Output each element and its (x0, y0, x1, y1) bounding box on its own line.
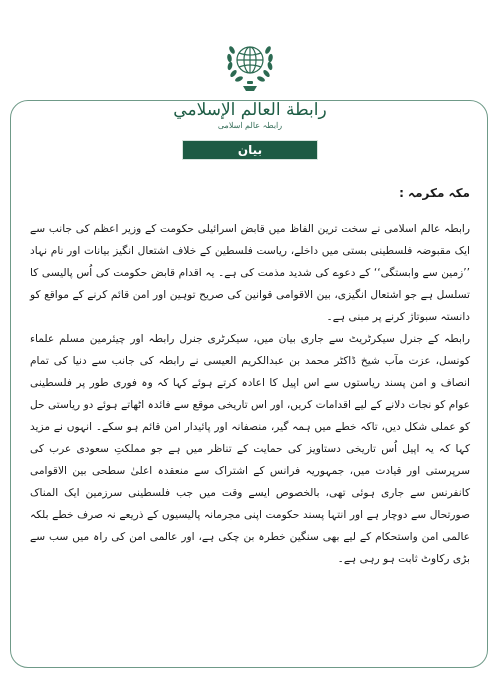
logo-urdu-name: رابطہ عالم اسلامی (217, 121, 283, 130)
statement-banner (182, 140, 318, 160)
statement-body (30, 184, 470, 570)
dateline: مکہ مکرمہ : (399, 186, 470, 200)
banner-label: بیان (237, 143, 263, 157)
paragraph-1: رابطہ عالم اسلامی نے سخت ترین الفاظ میں قابض اسرائیلی حکومت کے وزیر اعظم کی جانب سے ایک مقبوضہ فلسطینی بستی میں داخلے، ریاست فلسطین کے خلاف اشتعال انگیز بیانات اور نام نہاد ’’زمین سے وابستگی‘‘ کے دعوے کی شدید مذمت کی ہے۔ یہ اقدام قابض حکومت کی اُس پالیسی کا تسلسل ہے جو اشتعال انگیزی، بین الاقوامی قوانین کی صریح توہین اور امن قائم کرنے کے مواقع کو دانستہ سبوتاژ کرنے پر مبنی ہے۔ (30, 223, 470, 323)
logo-arabic-name: رابطة العالم الإسلامي (173, 100, 327, 120)
paragraph-2: رابطہ کے جنرل سیکرٹریٹ سے جاری بیان میں، سیکرٹری جنرل رابطہ اور چیئرمین مسلم علماء کونسل، عزت مآب شیخ ڈاکٹر محمد بن عبدالکریم العیسی نے رابطہ کی جانب سے دنیا کی تمام انصاف و امن پسند ریاستوں سے اس اپیل کا اعادہ کرتے ہوئے کہا کہ وہ فوری طور پر فلسطینی عوام کو نجات دلانے کے لیے اقدامات کریں، اور اس تاریخی موقع سے فائدہ اٹھاتے ہوئے دو ریاستی حل کو عملی شکل دیں، تاکہ خطے میں ہمہ گیر، منصفانہ اور پائیدار امن قائم ہو سکے۔ انہوں نے مزید کہا کہ یہ اپیل اُس تاریخی دستاویز کی حمایت کے تناظر میں ہے جو مملکتِ سعودی عرب کی سرپرستی اور قیادت میں، جمہوریہ فرانس کے اشتراک سے منعقدہ اعلیٰ سطحی بین الاقوامی کانفرنس سے جاری ہوئی تھی، بالخصوص ایسے وقت میں جب فلسطینی سرزمین ایک المناک صورتحال سے دوچار ہے اور انتہا پسند حکومت اپنی مجرمانہ پالیسیوں کے ذریعے نہ صرف خطے بلکہ عالمی امن واستحکام کے لیے بھی سنگین خطرہ بن چکی ہے، اور عالمی امن کی راہ میں سب سے بڑی رکاوٹ ثابت ہو رہی ہے۔ (30, 333, 470, 565)
emblem-icon (223, 34, 277, 96)
